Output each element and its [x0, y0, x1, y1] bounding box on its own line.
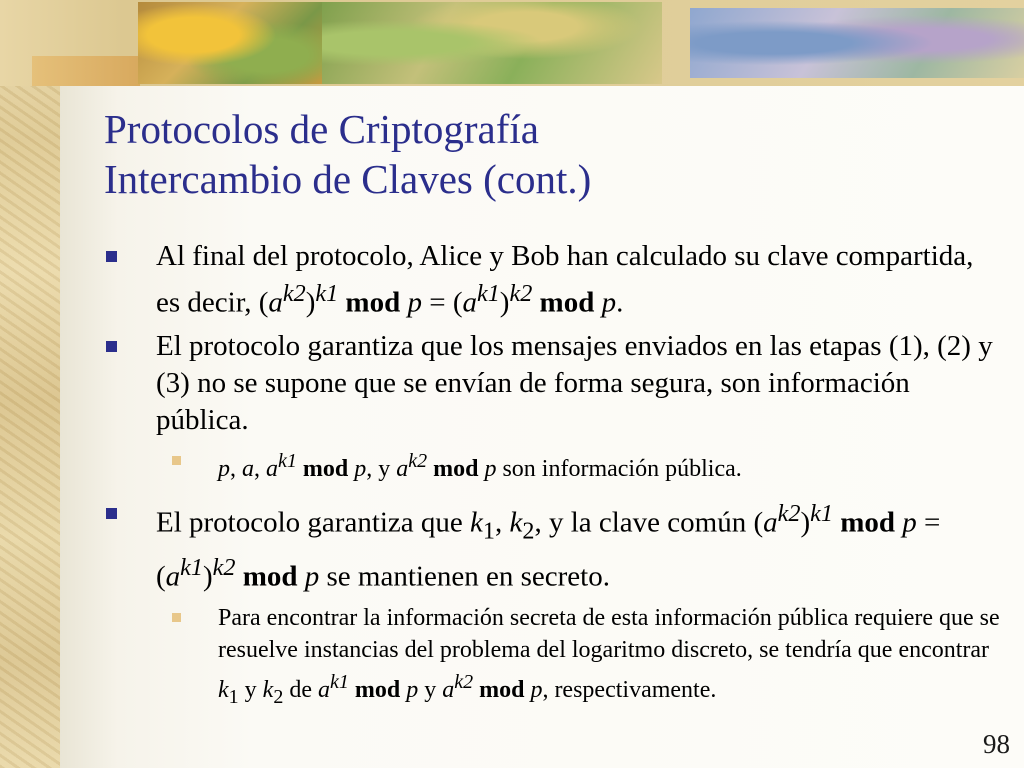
text-run: mod [302, 455, 349, 482]
bullet-item-2 [104, 328, 1004, 439]
text-run: k [470, 506, 483, 539]
text-run: El protocolo garantiza que los mensajes enviados en las etapas (1), (2) y (3) no se supone que se envían de forma segura, son información pública. [156, 329, 993, 436]
text-run: mod [840, 506, 895, 539]
slide-title [104, 104, 984, 204]
text-run: p [406, 676, 419, 703]
text-run: a [317, 676, 330, 703]
text-run: 2 [522, 517, 535, 545]
text-run: ) [499, 286, 510, 319]
text-run: p [530, 676, 543, 703]
text-run: ) [202, 560, 213, 593]
text-run: 2 [273, 685, 284, 708]
text-run: , y [366, 455, 397, 482]
text-run: a [396, 455, 409, 482]
text-run: 1 [228, 685, 239, 708]
bullet-item-3 [104, 495, 1004, 596]
text-run: k2 [777, 499, 801, 527]
text-run: ) [800, 506, 811, 539]
text-run: mod [242, 560, 298, 593]
text-run: k [218, 676, 229, 703]
text-run: , y la clave común ( [534, 506, 764, 539]
text-run: a [266, 455, 278, 482]
text-run: mod [479, 676, 525, 703]
leaf-image-3 [690, 8, 1024, 78]
text-run: k1 [180, 554, 203, 582]
bullet-item-1 [104, 238, 1004, 322]
text-run: p [601, 286, 617, 319]
text-run: se mantienen en secreto. [319, 560, 610, 593]
text-run: 1 [482, 517, 495, 545]
text-run: k2 [509, 280, 533, 307]
text-run: mod [354, 676, 401, 703]
text-run: son información pública. [496, 455, 742, 482]
page-number: 98 [983, 729, 1010, 759]
title-line-2: Intercambio de Claves (cont.) [104, 156, 592, 202]
text-run: ) [305, 286, 316, 319]
text-run: k1 [278, 449, 297, 472]
decorative-pad [32, 56, 140, 86]
text-run: y [418, 676, 443, 703]
text-run: a [442, 676, 455, 703]
text-run: p [354, 455, 367, 482]
text-run: a [462, 286, 477, 319]
text-run: k2 [454, 670, 474, 693]
square-bullet-icon [106, 251, 117, 262]
text-run: = ( [421, 286, 463, 319]
text-run: Al final del protocolo, Alice y Bob han calculado su clave compartida, es decir, ( [156, 240, 974, 319]
text-run: a [242, 455, 254, 482]
text-run: , [230, 455, 242, 482]
text-run: . [616, 286, 624, 319]
text-run: y [238, 676, 263, 703]
leaf-image-2 [322, 2, 662, 84]
text-run: a [763, 506, 778, 539]
square-sub-bullet-icon [172, 456, 181, 465]
square-sub-bullet-icon [172, 613, 181, 622]
sub-bullet-item-3-1 [104, 602, 1004, 713]
text-run: k1 [476, 280, 500, 307]
text-run: k [262, 676, 274, 703]
text-run: k2 [408, 449, 428, 472]
slide-content [104, 238, 1004, 723]
text-run: , respectivamente. [542, 676, 717, 703]
text-run: de [283, 676, 318, 703]
leaf-image-1 [138, 2, 323, 84]
text-run: p [902, 506, 917, 539]
top-decoration-band [0, 0, 1024, 86]
text-run: a [165, 560, 181, 593]
text-run [298, 561, 305, 593]
text-run: k2 [212, 554, 236, 582]
text-run: p [407, 286, 422, 319]
text-run: , [254, 455, 266, 482]
title-line-1: Protocolos de Criptografía [104, 106, 539, 152]
text-run: mod [345, 286, 401, 319]
text-run: p [484, 455, 497, 482]
text-run: Para encontrar la información secreta de esta información pública requiere que se resuelve instancias del problema del logaritmo discreto, se tendría que encontrar [218, 604, 1000, 663]
text-run [532, 287, 539, 319]
text-run: p [304, 560, 320, 593]
text-run: k1 [315, 280, 339, 307]
sub-bullet-item-2-1 [104, 445, 1004, 485]
text-run: , [495, 506, 510, 539]
text-run: p [218, 455, 230, 482]
text-run [594, 287, 601, 319]
square-bullet-icon [106, 341, 117, 352]
text-run: k [509, 506, 523, 539]
square-bullet-icon [106, 508, 117, 519]
text-run: El protocolo garantiza que [156, 506, 471, 539]
text-run: k1 [810, 499, 833, 527]
text-run [235, 561, 242, 593]
text-run: = ( [156, 506, 941, 593]
text-run: k1 [329, 670, 349, 693]
parchment-border [0, 0, 60, 768]
text-run: k2 [282, 280, 306, 307]
text-run: mod [433, 455, 479, 482]
text-run: mod [539, 286, 595, 319]
text-run: a [268, 286, 283, 319]
